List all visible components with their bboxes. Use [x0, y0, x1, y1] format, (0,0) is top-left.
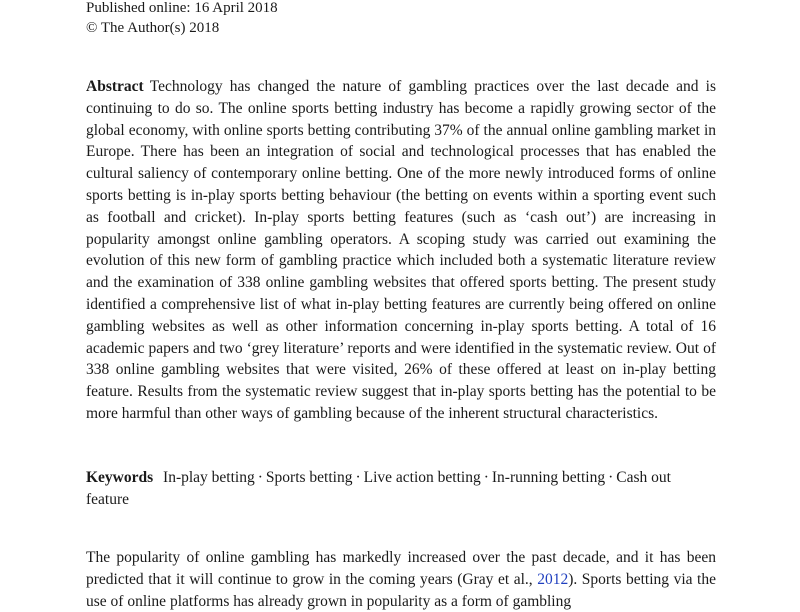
keywords-label: Keywords	[86, 469, 154, 486]
abstract-label: Abstract	[86, 78, 144, 95]
keyword-separator: ·	[257, 469, 263, 486]
abstract-text: Technology has changed the nature of gambling practices over the last decade and is continuing to do so. The online sports betting industry has become a rapidly growing sector of the global economy, with online sports betting contributing 37% of the annual online gambling market in Europe. There has been an integration of social and technological processes that has enabled the cultural saliency of contemporary online betting. One of the more newly introduced forms of online sports betting is in-play sports betting behaviour (the betting on events within a sporting event such as football and cricket). In-play sports betting features (such as ‘cash out’) are increasing in popularity amongst online gambling operators. A scoping study was carried out examining the evolution of this new form of gambling practice which included both a systematic literature review and the examination of 338 online gambling websites that offered sports betting. The present study identified a comprehensive list of what in-play betting features are currently being offered on online gambling websites as well as other information concerning in-play sports betting. A total of 16 academic papers and two ‘grey literature’ reports and were identified in the systematic review. Out of 338 online gambling websites that were visited, 26% of these offered at least on in-play betting feature. Results from the systematic review suggest that in-play sports betting has the potential to be more harmful than other ways of gambling because of the inherent structural characteristics.	[86, 78, 716, 422]
keyword-item: In-play betting	[163, 469, 255, 486]
keyword-item: In-running betting	[491, 469, 606, 486]
citation-link[interactable]: 2012	[537, 570, 569, 588]
intro-text-continued: ). Sports betting via the use of online platforms has already grown in popularity as a form of gambling	[86, 570, 716, 610]
article-meta	[86, 0, 716, 38]
keyword-item: Live action betting	[363, 469, 481, 486]
abstract	[86, 76, 716, 425]
keyword-item: Cash out feature	[86, 469, 671, 508]
keywords	[86, 467, 716, 511]
keyword-separator: ·	[355, 469, 361, 486]
copyright-notice: © The Author(s) 2018	[86, 19, 220, 36]
intro-paragraph	[86, 547, 716, 612]
keyword-item: Sports betting	[265, 469, 353, 486]
keyword-separator: ·	[608, 469, 614, 486]
intro-text: The popularity of online gambling has markedly increased over the past decade, and it has been predicted that it will continue to grow in the coming years (Gray et al.,	[86, 549, 716, 588]
keyword-separator: ·	[483, 469, 489, 486]
published-date: Published online: 16 April 2018	[86, 0, 278, 16]
